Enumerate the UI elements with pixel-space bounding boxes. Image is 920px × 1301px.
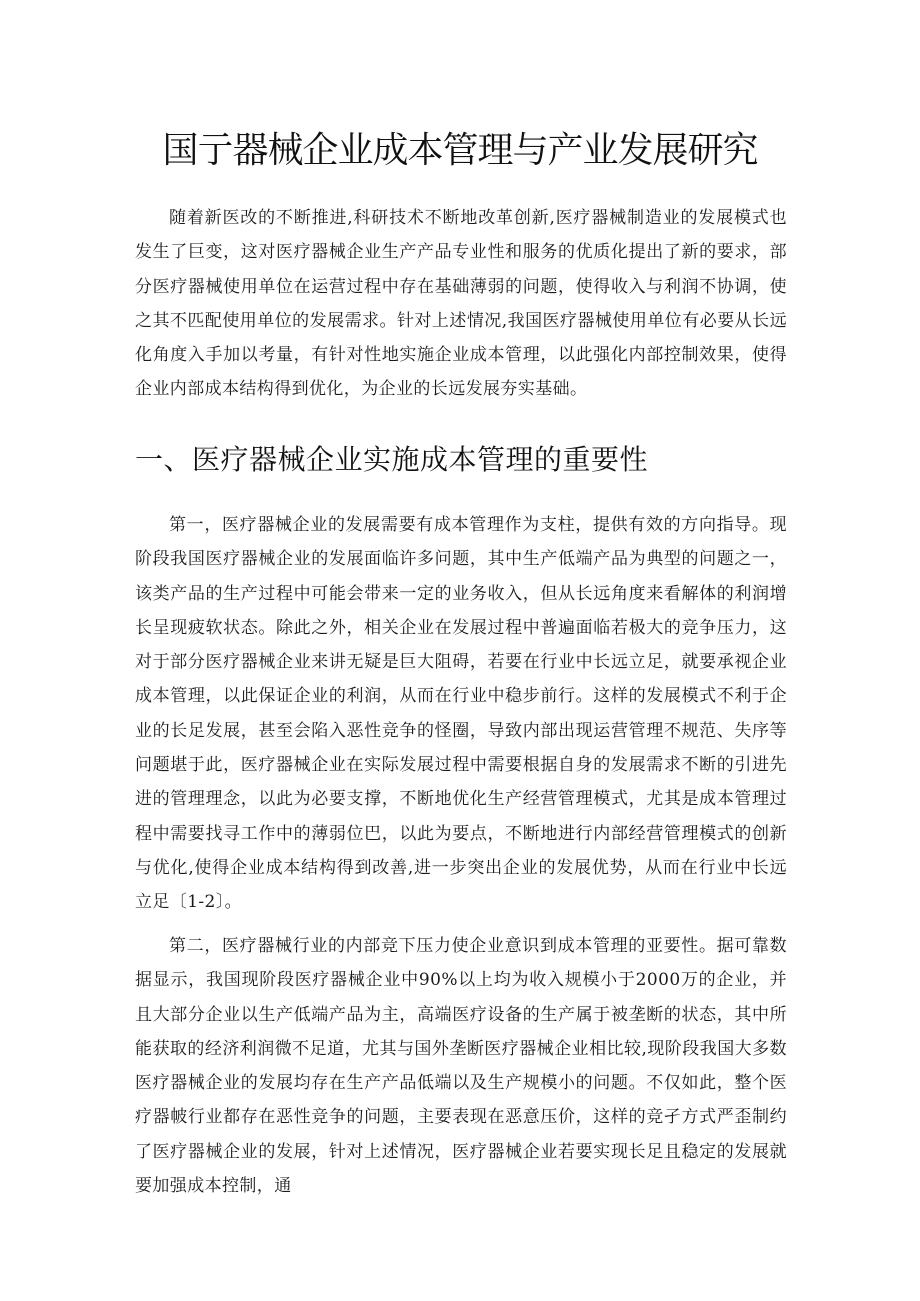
body-paragraph-2: 第二，医疗器械行业的内部竞下压力使企业意识到成本管理的亚要性。据可靠数据显示，我国现阶段医疗器械企业中90%以上均为收入规模小于2000万的企业，并且大部分企业以生产低端产品为主，高端医疗设备的生产属于被垄断的状态，其中所能获取的经济利润微不足道，尤其与国外垄断医疗器械企业相比较,现阶段我国大多数医疗器械企业的发展均存在生产产品低端以及生产规模小的问题。不仅如此，整个医疗器帔行业都存在恶性竞争的问题，主要表现在恶意压价，这样的竞孑方式严歪制约了医疗器械企业的发展，针对上述情况，医疗器械企业若要实现长足且稳定的发展就要加强成本控制，通 bbox=[135, 936, 787, 1197]
intro-paragraph: 随着新医改的不断推进,科研技术不断地改革创新,医疗器械制造业的发展模式也发生了巨变，这对医疗器械企业生产产品专业性和服务的优质化提出了新的要求，部分医疗器械使用单位在运营过程中存在基础薄弱的问题，使得收入与利润不协调，使之其不匹配使用单位的发展需求。针对上述情况,我国医疗器械使用单位有必要从长远化角度入手加以考量，有针对性地实施企业成本管理，以此强化内部控制效果，使得企业内部成本结构得到优化，为企业的长远发展夯实基础。 bbox=[135, 208, 787, 400]
document-title: 国亍器械企业成本管理与产业发展研究 bbox=[162, 130, 758, 171]
section-heading: 一、医疗器械企业实施成本管理的重要性 bbox=[135, 443, 649, 476]
body-paragraph-1: 第一，医疗器械企业的发展需要有成本管理作为支柱，提供有效的方向指导。现阶段我国医疗器械企业的发展面临许多问题，其中生产低端产品为典型的问题之一，该类产品的生产过程中可能会带来一定的业务收入，但从长远角度来看解体的利润增长呈现疲软状态。除此之外，相关企业在发展过程中普遍面临若极大的竞争压力，这对于部分医疗器械企业来讲无疑是巨大阻碍，若要在行业中长远立足，就要承视企业成本管理，以此保证企业的利润，从而在行业中稳步前行。这样的发展模式不利于企业的长足发展，甚至会陷入恶性竞争的怪圈，导致内部出现运营管理不规范、失序等问题堪于此，医疗器械企业在实际发展过程中需要根据自身的发展需求不断的引进先进的管理理念，以此为必要支撑，不断地优化生产经营管理模式，尤其是成本管理过程中需要找寻工作中的薄弱位巴，以此为要点，不断地进行内部经营管理模式的创新与优化,使得企业成本结构得到改善,进一步突出企业的发展优势，从而在行业中长远立足〔1-2〕。 bbox=[135, 515, 787, 913]
